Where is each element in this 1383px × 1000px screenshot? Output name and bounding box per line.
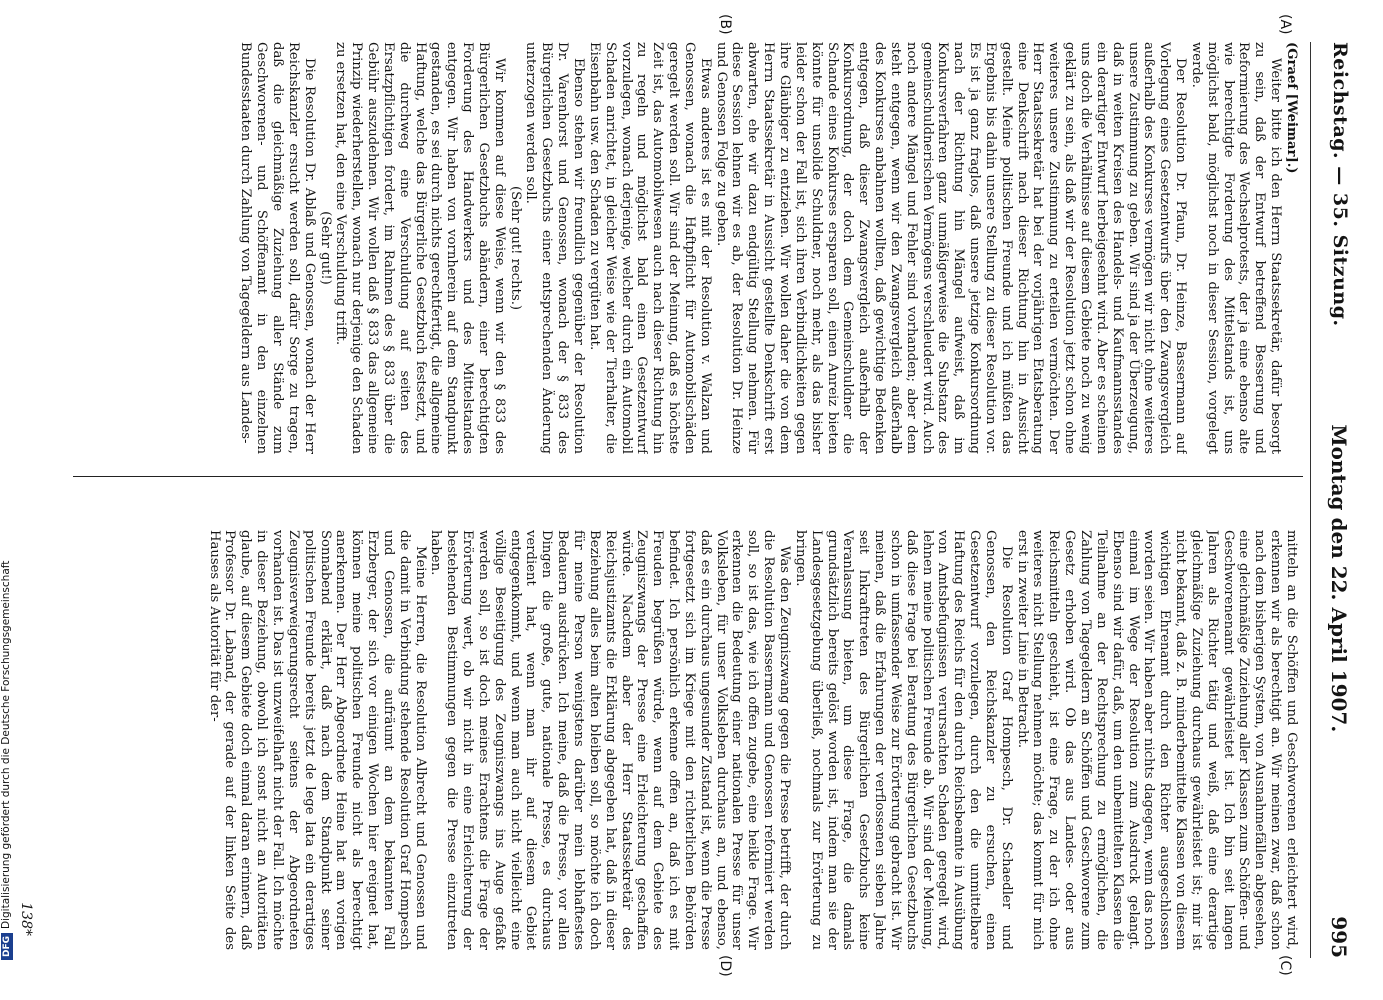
margin-marker-c: (C) xyxy=(1277,955,1293,976)
paragraph: Der Resolution Dr. Pfaun, Dr. Heinze, Bassermann auf Vorlegung eines Gesetzentwurfs über den Zwangsvergleich außerhalb des Konkurses vermögen wir nicht ohne weiteres unsere Zustimmung zu geben. Wir sind ja der Überzeugung, daß in weiten Kreisen des Handels- und Kaufmannsstandes ein derartiger Entwurf herbeigesehnt wird. Aber es scheinen uns doch die Verhältnisse auf diesem Gebiete noch zu wenig geklärt zu sein, als daß wir der Resolution jetzt schon ohne weiteres unsere Zustimmung zu erteilen vermöchten. Der Herr Staatssekretär hat bei der vorjährigen Etatsberatung eine Denkschrift nach dieser Richtung hin in Aussicht gestellt. Meine politischen Freunde und ich müßten das Ergebnis bis dahin unsere Stellung zu dieser Resolution vor. Es ist ja ganz fraglos, daß unsere jetzige Konkursordnung nach der Richtung hin Mängel aufweist, daß im Konkursverfahren ganz unmäßigerweise die Substanz des gemeinschuldnerischen Vermögens verschleudert wird. Auch noch andere Mängel und Fehler sind vorhanden; aber dem steht entgegen, wenn wir den Zwangsvergleich außerhalb des Konkurses anbahnen wollten, daß gewichtige Bedenken entgegen, daß dieser Zwangsvergleich außerhalb der Konkursordnung, der doch dem Gemeinschuldner die Schande eines Konkurses ersparen soll, einen Anreiz bieten könnte für unsolide Schuldner, noch mehr, als das bisher leider schon der Fall ist, sich ihren Verbindlichkeiten gegen ihre Gläubiger zu entziehen. Wir wollen daher die von dem Herrn Staatssekretär in Aussicht gestellte Denkschrift erst abwarten, ehe wir dazu endgültig Stellung nehmen. Für diese Session lehnen wir es ab, der Resolution Dr. Heinze und Genossen Folge zu geben. xyxy=(713,42,1189,454)
paragraph: Was den Zeugniszwang gegen die Presse betrifft, der durch die Resolution Bassermann und Genossen reformiert werden soll, so ist das, wie ich offen zugebe, eine heikle Frage. Wir erkennen die Bedeutung einer nationalen Presse für unser Volksleben, für unser Volksleben durchaus an, und ebenso, daß es ein durchaus ungesunder Zustand ist, wenn die Presse fortgesetzt sich im Kriege mit den richterlichen Behörden befindet. Ich persönlich erkenne offen an, daß ich es mit Freuden begrüßen würde, wenn auf dem Gebiete des Zeugniszwangs der Presse eine Erleichterung geschaffen würde. Nachdem aber der Herr Staatssekretär des Reichsjustizamts die Erklärung abgegeben hat, daß in dieser Beziehung alles beim alten bleiben soll, so möchte ich doch für meine Person wenigstens darüber mein lebhaftestes Bedauern ausdrücken. Ich meine, daß die Presse, vor allen Dingen die große, gute, nationale Presse, es durchaus verdient hat, wenn man ihr auf diesem Gebiet entgegenkommt, und wenn man auch nicht vielleicht eine völlige Beseitigung des Zeugniszwangs ins Auge gefaßt werden soll, so ist doch meines Erachtens die Frage der Erörterung wert, ob wir nicht in eine Erleichterung der bestehenden Bestimmungen gegen die Presse einzutreten haben. xyxy=(428,530,792,950)
margin-marker-b: (B) xyxy=(717,14,733,35)
running-title: Reichstag. — 35. Sitzung. xyxy=(1329,42,1351,327)
paragraph: Etwas anderes ist es mit der Resolution v. Walzan und Genossen, wonach die Haftpflicht für Automobilschäden geregelt werden soll. Wir sind der Meinung, daß es höchste Zeit ist, das Automobilwesen auch nach dieser Richtung hin zu regeln und möglichst bald einen Gesetzentwurf vorzulegen, wonach derjenige, welcher durch ein Automobil Schaden anrichtet, in gleicher Weise wie der Tierhalter, die Eisenbahn usw. den Schaden zu vergüten hat. xyxy=(586,42,713,454)
page-header xyxy=(1315,42,1351,958)
paragraph: Die Resolution Graf Hompesch, Dr. Schaedler und Genossen, den Reichskanzler zu ersuchen, einen Gesetzentwurf vorzulegen, durch den die unmittelbare Haftung des Reichs für den durch Reichsbeamte in Ausübung von Amtsbefugnissen verursachten Schaden geregelt wird, lehnen meine politischen Freunde ab. Wir sind der Meinung, daß diese Frage bei Beratung des Bürgerlichen Gesetzbuchs schon in umfassender Weise zur Erörterung gebracht ist. Wir meinen, daß die Erfahrungen der verflossenen sieben Jahre seit Inkrafttreten des Bürgerlichen Gesetzbuchs keine Veranlassung bieten, um diese Frage, die damals grundsätzlich bereits gelöst worden ist, indem man sie der Landesgesetzgebung überließ, nochmals zur Erörterung zu bringen. xyxy=(792,530,1014,950)
header-left xyxy=(1329,42,1351,327)
dfg-logo: DFG xyxy=(1,933,13,960)
paragraph: mitteln an die Schöffen und Geschworenen erleichtert wird, erkennen wir als berechtigt an. Wir meinen zwar, daß schon nach dem bisherigen System, von Ausnahmefällen abgesehen, eine gleichmäßige Zuziehung aller Klassen zum Schöffen- und Geschworenenamt gewährleistet ist. Ich bin seit langen Jahren als Richter tätig und weiß, daß eine derartige gleichmäßige Zuziehung durchaus gewährleistet ist; mir ist nicht bekannt, daß z. B. minderbemittelte Klassen von diesem wichtigen Ehrenamt durch den Richter ausgeschlossen worden seien. Wir haben aber nichts dagegen, wenn das noch einmal im Wege der Resolution zum Ausdruck gelangt. Ebenso sind wir dafür, daß, um den unbemittelten Klassen die Teilnahme an der Rechtsprechung zu ermöglichen, die Zahlung von Tagegeldern an Schöffen und Geschworene zum Gesetz erhoben wird. Ob das aus Landes- oder aus Reichsmitteln geschieht, ist eine Frage, zu der ich ohne weiteres nicht Stellung nehmen möchte; das kommt für mich erst in zweiter Linie in Betracht. xyxy=(1014,530,1299,950)
speaker-label: (Graef [Weimar].) xyxy=(1284,42,1299,174)
margin-marker-d: (D) xyxy=(717,955,733,977)
column-divider xyxy=(73,476,1303,477)
interjection: (Sehr gut!) xyxy=(317,211,333,285)
header-date: Montag den 22. April 1907. xyxy=(1327,424,1351,733)
margin-marker-a: (A) xyxy=(1277,14,1293,35)
digitization-credit xyxy=(0,561,13,960)
header-rule xyxy=(1310,42,1311,958)
right-column xyxy=(79,530,1299,950)
credit-text: Digitalisierung gefördert durch die Deutsche Forschungsgemeinschaft xyxy=(0,560,12,929)
signature-mark: 138* xyxy=(18,902,34,936)
header-right xyxy=(1327,424,1351,958)
paragraph: Wir kommen auf diese Weise, wenn wir den § 833 des Bürgerlichen Gesetzbuchs abändern, einer berechtigten Forderung des Handwerkers und des Mittelstandes entgegen. Wir haben von vornherein auf dem Standpunkt gestanden, es sei durch nichts gerechtfertigt, die allgemeine Haftung, welche das Bürgerliche Gesetzbuch festsetzt, und die durchweg eine Verschuldung auf seiten des Ersatzpflichtigen fordert, im Rahmen des § 833 über die Gebühr auszudehnen. Wir wollen daß § 833 das allgemeine Prinzip wiederherstellen, wonach nur derjenige den Schaden zu ersetzen hat, den eine Verschuldung trifft. xyxy=(333,42,507,454)
page-number: 995 xyxy=(1327,916,1351,958)
paragraph: Weiter bitte ich den Herrn Staatssekretär, dafür besorgt zu sein, daß der Entwurf betreffend Besserung und Reformierung des Wechselprotests, der ja eine ebenso alte wie berechtigte Forderung des Mittelstands ist, uns möglichst bald, möglichst noch in dieser Session, vorgelegt werde. xyxy=(1188,42,1284,454)
left-column xyxy=(79,42,1299,454)
paragraph: Ebenso stehen wir freundlich gegenüber der Resolution Dr. Varenhorst und Genossen, wonach der § 833 des Bürgerlichen Gesetzbuchs einer entsprechenden Änderung unterzogen werden soll. xyxy=(523,42,587,454)
interjection: (Sehr gut! rechts.) xyxy=(507,185,523,311)
paragraph: Die Resolution Dr. Ablaß und Genossen, wonach der Herr Reichskanzler ersucht werden soll, dafür Sorge zu tragen, daß die gleichmäßige Zuziehung aller Stände zum Geschworenen- und Schöffenamt in den einzelnen Bundesstaaten durch Zahlung von Tagegeldern aus Landes- xyxy=(238,42,317,454)
paragraph: Meine Herren, die Resolution Albrecht und Genossen und die damit in Verbindung stehende Resolution Graf Hompesch und Genossen, die aufräumt an dem bekannten Fall Erzberger, der sich vor einigen Wochen hier ereignet hat, können meine politischen Freunde nicht als berechtigt anerkennen. Der Herr Abgeordnete Heine hat am vorigen Sonnabend erklärt, daß nach dem Standpunkt seiner politischen Freunde bereits jetzt de lege lata ein derartiges Zeugnisverweigerungsrecht seitens der Abgeordneten vorhanden ist. Das ist unzweifelhaft nicht der Fall. Ich möchte in dieser Beziehung, obwohl ich sonst nicht an Autoritäten glaube, auf diesem Gebiete doch einmal daran erinnern, daß Professor Dr. Laband, der gerade auf der linken Seite des Hauses als Autorität für der- xyxy=(206,530,428,950)
